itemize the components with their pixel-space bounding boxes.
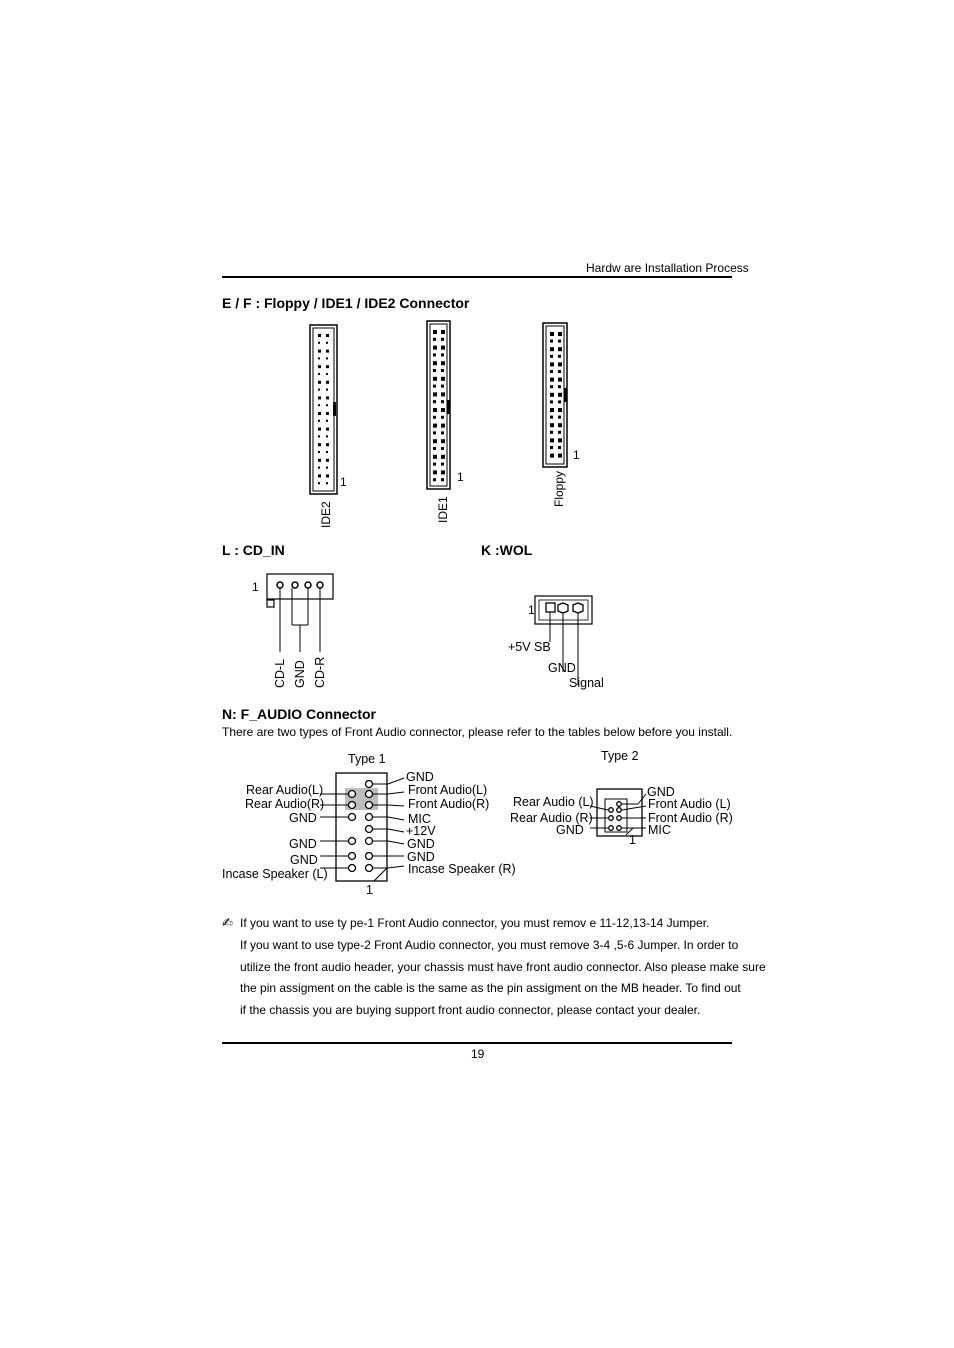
header-pin (433, 338, 436, 341)
header-pin (318, 389, 320, 391)
header-pin (433, 377, 437, 381)
header-pin (433, 478, 436, 481)
header-pin (441, 392, 445, 396)
type1-right-4: +12V (406, 824, 436, 838)
header-pin (550, 332, 554, 336)
header-pin (609, 826, 614, 831)
type1-right-6: GND (407, 850, 435, 864)
header-pin (550, 362, 554, 366)
leader-line (388, 829, 404, 832)
type2-right-2: Front Audio (R) (648, 811, 733, 825)
header-pin (441, 416, 444, 419)
header-pin (617, 816, 622, 821)
header-pin (441, 408, 445, 412)
faudio-intro-text: There are two types of Front Audio connector, please refer to the tables below before you install. (222, 725, 733, 739)
header-pin (441, 377, 445, 381)
header-pin (433, 455, 437, 459)
type1-left-5: Incase Speaker (L) (222, 867, 328, 881)
header-pin (433, 346, 437, 350)
header-pin (318, 420, 320, 422)
header-pin (550, 378, 554, 382)
header-pin (326, 420, 328, 422)
header-pin (349, 865, 356, 872)
header-pin (326, 365, 329, 368)
header-pin (441, 439, 445, 443)
page-number: 19 (471, 1047, 485, 1061)
header-pin (609, 808, 614, 813)
header-pin (318, 428, 321, 431)
type2-title: Type 2 (601, 749, 639, 763)
header-pin (550, 340, 553, 343)
header-pin (558, 332, 562, 336)
header-pin (433, 392, 437, 396)
note-line-0: If you want to use ty pe-1 Front Audio connector, you must remov e 11-12,13-14 Jumper. (240, 916, 710, 930)
wol-pin1-label: 1 (528, 603, 535, 617)
footer-rule (222, 1042, 732, 1044)
floppy-label: Floppy (552, 470, 566, 507)
header-pin (441, 361, 445, 365)
header-pin (617, 826, 622, 831)
type1-right-0: GND (406, 770, 434, 784)
header-pin (318, 342, 320, 344)
type1-left-4: GND (290, 853, 318, 867)
running-header: Hardw are Installation Process (586, 261, 749, 275)
header-pin (326, 350, 329, 353)
header-pin (558, 378, 562, 382)
header-pin (609, 816, 614, 821)
header-pin (326, 482, 328, 484)
header-pin (433, 447, 436, 450)
cdin-section-title: L : CD_IN (222, 542, 285, 558)
connectors-section-title: E / F : Floppy / IDE1 / IDE2 Connector (222, 295, 470, 311)
header-pin (326, 373, 328, 375)
header-pin (441, 346, 445, 350)
header-pin (433, 369, 436, 372)
cdin-pin1-label: 1 (252, 580, 259, 594)
header-pin (441, 431, 444, 434)
header-pin (326, 334, 329, 337)
header-pin (318, 396, 321, 399)
header-pin (366, 853, 373, 860)
floppy-pin1-label: 1 (573, 448, 580, 462)
type2-left-0: Rear Audio (L) (513, 795, 594, 809)
header-pin (318, 357, 320, 359)
header-pin (558, 408, 562, 412)
header-pin (326, 428, 329, 431)
header-rule (222, 276, 732, 278)
pencil-icon: ✍ (222, 916, 233, 931)
header-pin (558, 416, 561, 419)
header-pin (550, 400, 553, 403)
header-pin (558, 355, 561, 358)
header-pin (558, 431, 561, 434)
wol-pin-gnd: GND (548, 661, 576, 675)
header-pin (441, 338, 444, 341)
header-pin (349, 838, 356, 845)
note-line-3: the pin assigment on the cable is the same as the pin assigment on the MB header. To find out (240, 981, 741, 995)
leader-line (388, 817, 404, 820)
header-pin (326, 412, 329, 415)
type2-left-2: GND (556, 823, 584, 837)
leader-line (388, 805, 404, 806)
header-pin (318, 482, 320, 484)
header-pin (558, 347, 562, 351)
type1-pin1-label: 1 (366, 883, 373, 897)
header-pin (349, 802, 356, 809)
header-pin (318, 467, 320, 469)
header-pin (550, 438, 554, 442)
header-pin (433, 416, 436, 419)
header-pin (326, 451, 328, 453)
header-pin (326, 357, 328, 359)
header-pin (349, 853, 356, 860)
type1-left-3: GND (289, 837, 317, 851)
header-pin (441, 369, 444, 372)
type2-right-1: Front Audio (L) (648, 797, 731, 811)
header-pin (433, 353, 436, 356)
header-pin (366, 865, 373, 872)
header-pin (550, 446, 553, 449)
header-pin (433, 408, 437, 412)
header-pin (326, 435, 328, 437)
header-pin (366, 802, 373, 809)
header-pin (550, 416, 553, 419)
header-pin (326, 342, 328, 344)
header-pin (617, 802, 622, 807)
header-pin (318, 459, 321, 462)
note-line-2: utilize the front audio header, your chassis must have front audio connector. Also please make sure (240, 960, 766, 974)
cdin-connector-diagram (262, 570, 342, 670)
header-pin (326, 389, 328, 391)
header-pin (326, 467, 328, 469)
header-pin (433, 424, 437, 428)
header-pin (318, 412, 321, 415)
header-pin (318, 381, 321, 384)
ide2-pin1-label: 1 (340, 475, 347, 489)
leader-line (388, 866, 404, 868)
cdin-pin-cdl: CD-L (273, 658, 287, 688)
header-pin (558, 400, 561, 403)
header-pin (366, 838, 373, 845)
header-pin (349, 791, 356, 798)
header-pin (318, 435, 320, 437)
type2-pin1-label: 1 (629, 833, 636, 847)
leader-line (388, 792, 404, 794)
header-pin (617, 808, 622, 813)
header-pin (441, 330, 445, 334)
header-pin (558, 438, 562, 442)
type1-right-5: GND (407, 837, 435, 851)
header-pin (433, 470, 437, 474)
header-pin (366, 791, 373, 798)
type1-right-3: MIC (408, 812, 431, 826)
header-pin (318, 373, 320, 375)
header-pin (318, 474, 321, 477)
leader-line (388, 841, 404, 844)
header-pin (433, 463, 436, 466)
header-pin (326, 443, 329, 446)
header-pin (326, 459, 329, 462)
header-pin (550, 393, 554, 397)
header-pin (318, 350, 321, 353)
header-pin (441, 447, 444, 450)
type1-right-7: Incase Speaker (R) (408, 862, 516, 876)
header-pin (550, 408, 554, 412)
header-pin (550, 423, 554, 427)
type1-right-1: Front Audio(L) (408, 783, 488, 797)
header-pin (550, 347, 554, 351)
header-pin (318, 451, 320, 453)
header-pin (550, 431, 553, 434)
header-pin (441, 455, 445, 459)
header-pin (433, 431, 436, 434)
header-pin (318, 443, 321, 446)
type1-left-2: GND (289, 811, 317, 825)
header-pin (318, 365, 321, 368)
cdin-pin-cdr: CD-R (313, 656, 327, 688)
type2-right-0: GND (647, 785, 675, 799)
note-line-1: If you want to use type-2 Front Audio connector, you must remove 3-4 ,5-6 Jumper. In order to (240, 938, 739, 952)
wol-section-title: K :WOL (481, 542, 533, 558)
header-pin (558, 340, 561, 343)
header-pin (318, 404, 320, 406)
header-pin (550, 454, 554, 458)
header-pin (441, 424, 445, 428)
header-pin (550, 385, 553, 388)
header-pin (326, 404, 328, 406)
header-pin (558, 370, 561, 373)
ide2-label: IDE2 (319, 501, 333, 528)
header-pin (366, 814, 373, 821)
header-pin (366, 826, 373, 833)
header-pin (433, 330, 437, 334)
header-pin (441, 478, 444, 481)
ide1-pin1-label: 1 (457, 470, 464, 484)
header-pin (558, 362, 562, 366)
header-pin (441, 463, 444, 466)
header-pin (550, 355, 553, 358)
floppy-connector-diagram (533, 320, 593, 480)
header-pin (349, 814, 356, 821)
type1-left-0: Rear Audio(L) (246, 783, 324, 797)
note-line-4: if the chassis you are buying support front audio connector, please contact your dealer. (240, 1003, 701, 1017)
header-pin (433, 361, 437, 365)
header-pin (433, 400, 436, 403)
leader-line (388, 778, 404, 784)
ide1-label: IDE1 (436, 496, 450, 523)
header-pin (326, 381, 329, 384)
header-pin (326, 396, 329, 399)
header-pin (550, 370, 553, 373)
header-pin (441, 385, 444, 388)
header-pin (558, 454, 562, 458)
wol-pin-5vsb: +5V SB (508, 640, 551, 654)
type2-right-3: MIC (648, 823, 671, 837)
header-pin (558, 393, 562, 397)
header-pin (433, 385, 436, 388)
header-pin (441, 470, 445, 474)
header-pin (366, 781, 373, 788)
type2-connector-diagram (586, 785, 656, 845)
header-pin (441, 353, 444, 356)
header-pin (326, 474, 329, 477)
wol-pin-signal: Signal (569, 676, 604, 690)
type1-right-2: Front Audio(R) (408, 797, 490, 811)
type1-title: Type 1 (348, 752, 386, 766)
header-pin (558, 423, 562, 427)
header-pin (318, 334, 321, 337)
header-pin (433, 439, 437, 443)
header-pin (441, 400, 444, 403)
header-pin (558, 446, 561, 449)
cdin-pin-gnd: GND (293, 660, 307, 688)
type1-left-1: Rear Audio(R) (245, 797, 325, 811)
header-pin (558, 385, 561, 388)
type2-left-1: Rear Audio (R) (510, 811, 593, 825)
faudio-section-title: N: F_AUDIO Connector (222, 706, 376, 722)
